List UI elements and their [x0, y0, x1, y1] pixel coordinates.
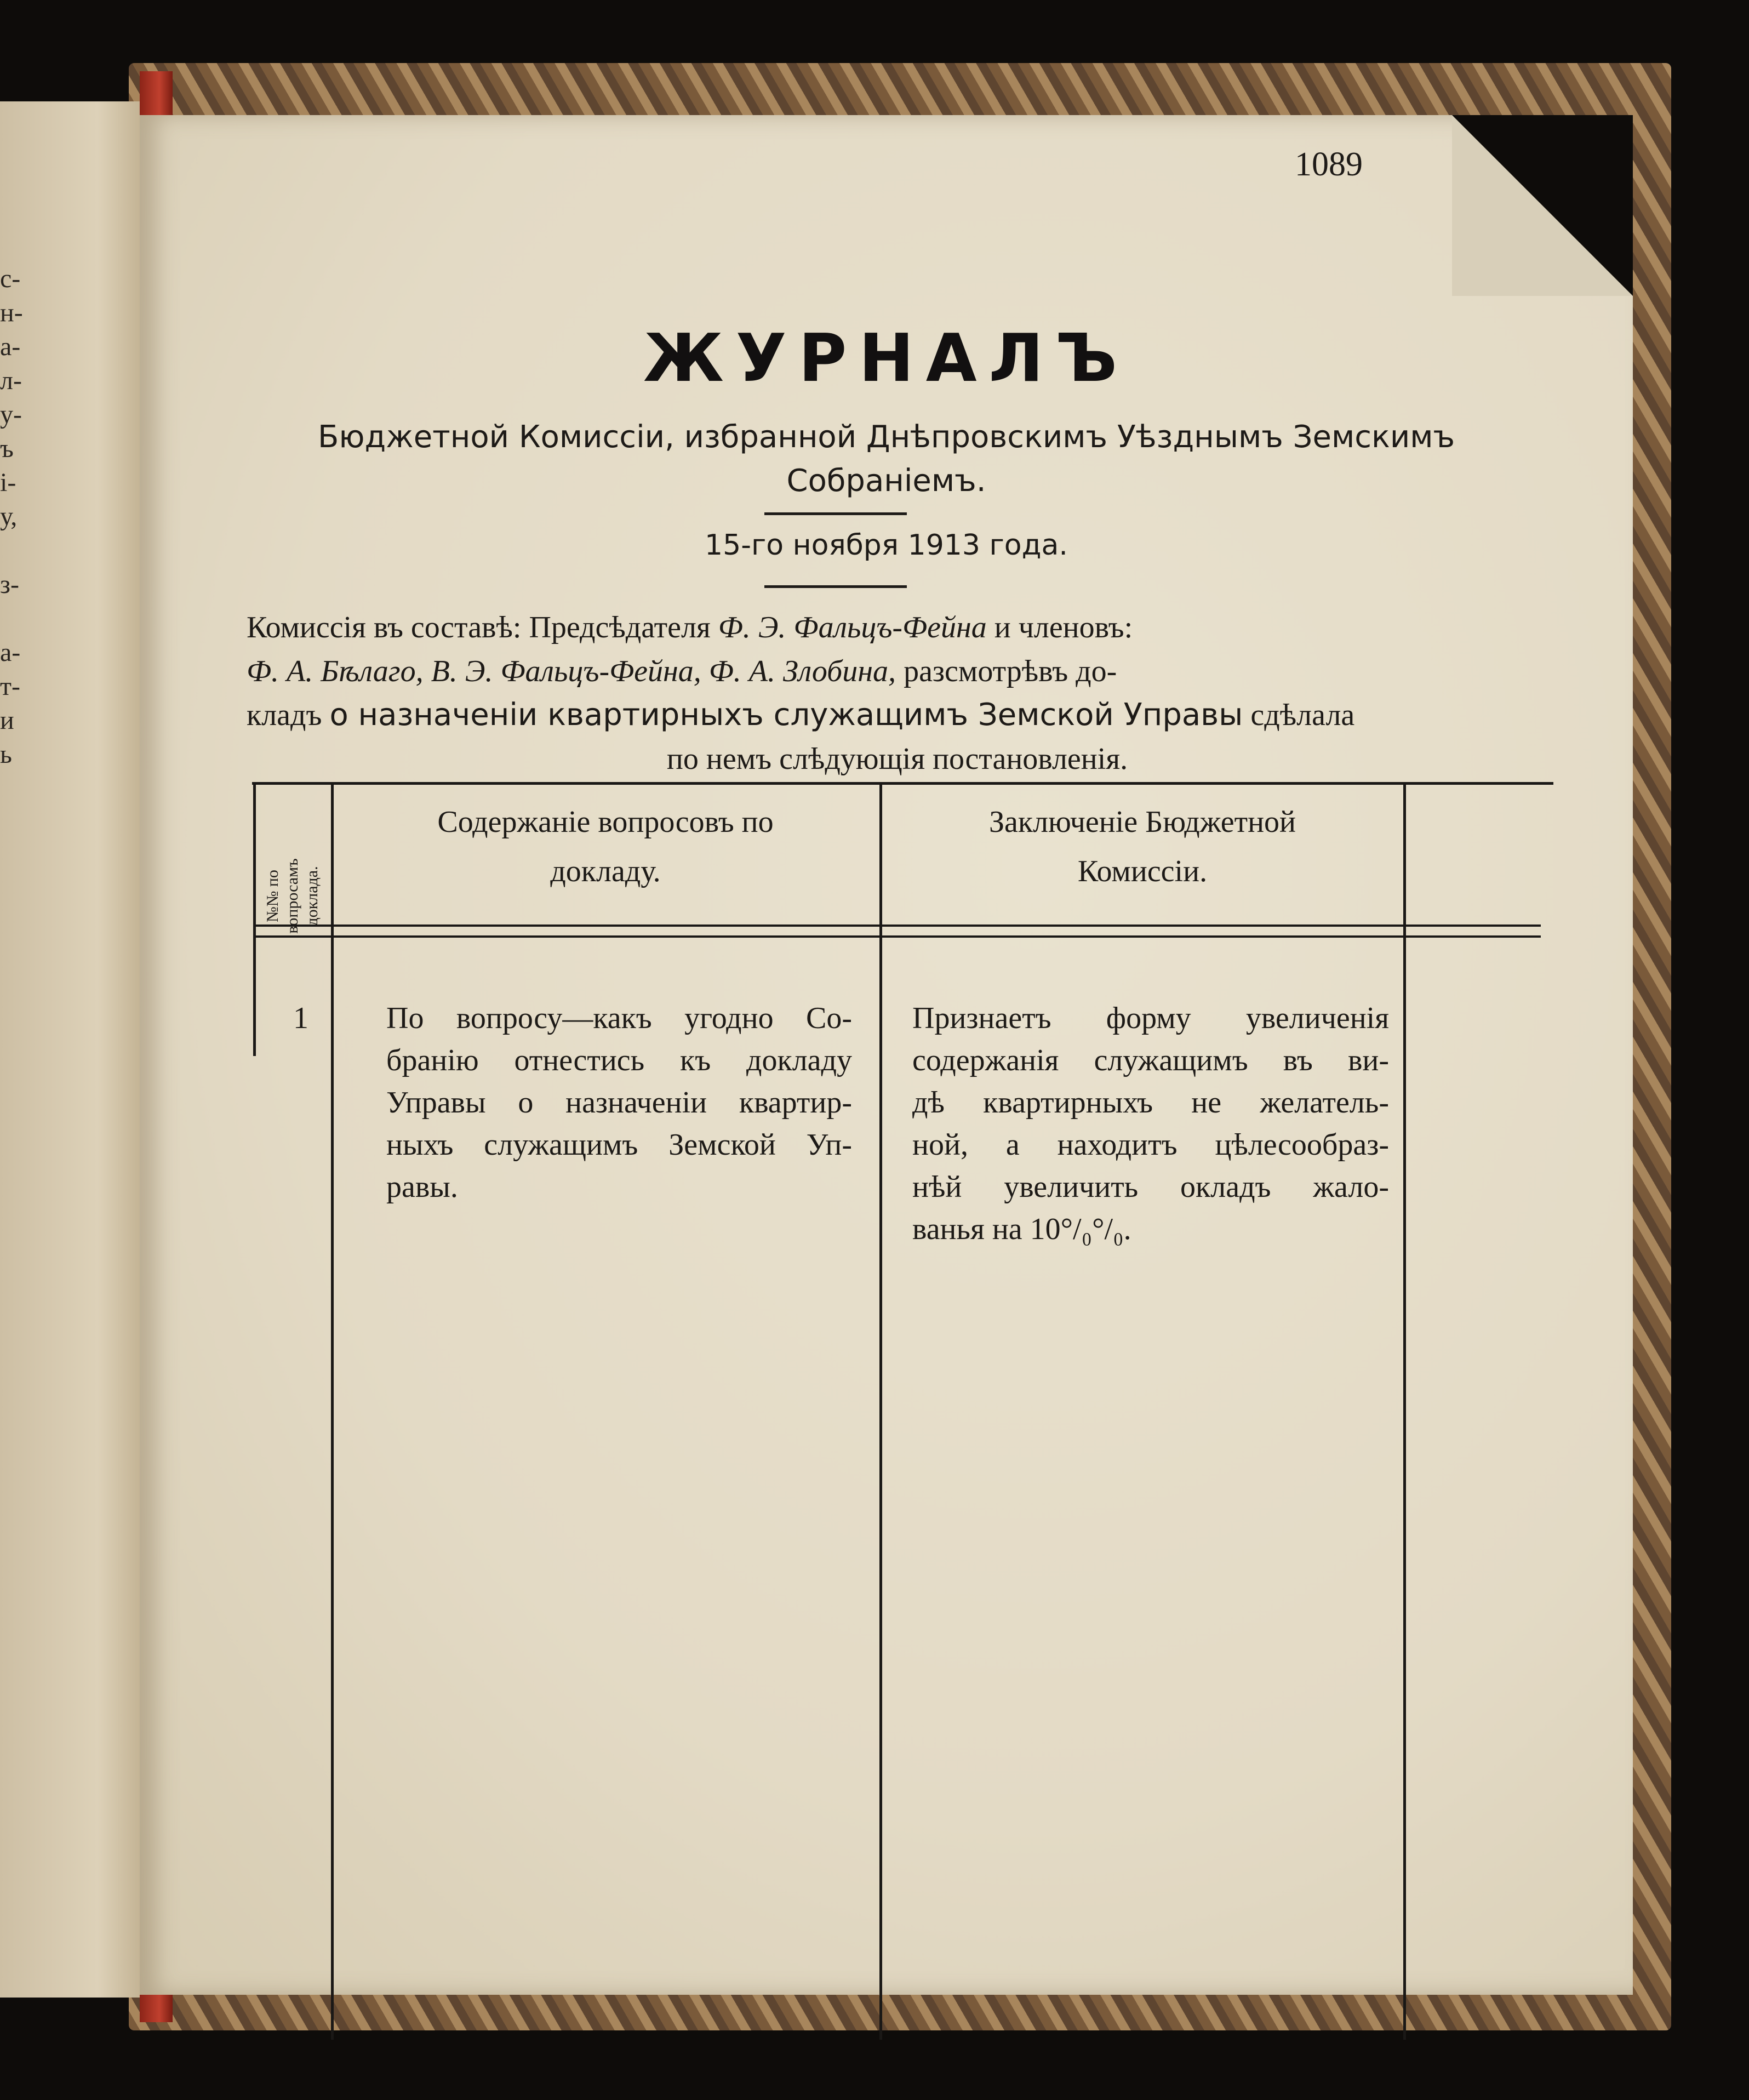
- row-number: 1: [293, 1001, 308, 1035]
- header-rule: [253, 935, 1541, 938]
- intro-text: сдѣлала: [1243, 698, 1355, 732]
- content-line: ныхъ служащимъ Земской Уп-: [386, 1128, 852, 1162]
- header-content-line-2: докладу.: [550, 854, 661, 888]
- intro-text: кладъ: [247, 698, 330, 732]
- table-column-divider: [331, 782, 334, 2040]
- conclusion-line: ванья на 10°/₀°/₀.: [912, 1212, 1131, 1246]
- left-page-fragment: а-: [0, 638, 21, 667]
- left-page-fragment: с-: [0, 264, 21, 293]
- subtitle-line-1: Бюджетной Комиссіи, избранной Днѣпровскимъ Уѣзднымъ Земскимъ: [317, 419, 1455, 455]
- left-page-fragment: и: [0, 706, 14, 735]
- left-page-fragment: і-: [0, 468, 16, 497]
- table-column-divider: [879, 782, 882, 2040]
- header-number: №№ по вопросамъ доклада.: [264, 858, 321, 934]
- conclusion-line: ной, а находитъ цѣлесообраз-: [912, 1128, 1389, 1162]
- left-page-fragment: т-: [0, 672, 20, 701]
- left-page-fragment: н-: [0, 298, 23, 327]
- left-page-fragment: у-: [0, 400, 22, 429]
- header-conclusion-line-1: Заключеніе Бюджетной: [988, 805, 1296, 839]
- document-date: 15-го ноября 1913 года.: [705, 529, 1068, 562]
- conclusion-line: Признаетъ форму увеличенія: [912, 1001, 1389, 1035]
- intro-line-2: [247, 649, 1548, 693]
- folded-corner-shadow: [1452, 115, 1633, 296]
- content-line: бранію отнестись къ докладу: [386, 1043, 852, 1077]
- left-page-fragment: ь: [0, 740, 12, 769]
- header-rule: [253, 925, 1541, 927]
- left-page-fragment: у,: [0, 502, 18, 531]
- members-names: Ф. А. Бѣлаго, В. Э. Фальцъ-Фейна, Ф. А. Злобина,: [247, 654, 896, 688]
- intro-line-3: [247, 693, 1548, 737]
- intro-text: разсмотрѣвъ до-: [896, 654, 1117, 688]
- table-right-border: [1403, 782, 1406, 2040]
- left-page: [0, 101, 140, 1998]
- left-page-fragment: ъ: [0, 434, 14, 463]
- intro-line-1: [247, 606, 1548, 649]
- table-left-border: [253, 782, 256, 1056]
- header-conclusion-line-2: Комиссіи.: [1077, 854, 1208, 888]
- intro-text: Комиссія въ составѣ: Предсѣдателя: [247, 610, 718, 644]
- left-page-fragment: л-: [0, 366, 22, 395]
- row-conclusion: [912, 997, 1389, 1251]
- content-line: По вопросу—какъ угодно Со-: [386, 1001, 852, 1035]
- intro-line-4: по немъ слѣдующія постановленія.: [666, 742, 1128, 776]
- page-number: 1089: [1295, 146, 1363, 183]
- left-page-fragment: а-: [0, 332, 21, 361]
- divider-rule: [764, 585, 907, 588]
- header-conclusion: [890, 797, 1394, 896]
- header-content-line-1: Содержаніе вопросовъ по: [437, 805, 774, 839]
- conclusion-line: нѣй увеличить окладъ жало-: [912, 1170, 1389, 1204]
- report-subject: о назначеніи квартирныхъ служащимъ Земской Управы: [329, 697, 1243, 733]
- divider-rule: [764, 512, 907, 515]
- table-top-border: [252, 782, 1553, 785]
- conclusion-line: дѣ квартирныхъ не желатель-: [912, 1086, 1389, 1120]
- intro-text: и членовъ:: [986, 610, 1133, 644]
- chairman-name: Ф. Э. Фальцъ-Фейна: [718, 610, 987, 644]
- left-page-fragment: з-: [0, 570, 19, 599]
- row-content: [386, 997, 852, 1208]
- subtitle-line-2: Собраніемъ.: [786, 463, 986, 499]
- document-page: [140, 115, 1633, 1995]
- journal-title: ЖУРНАЛЪ: [643, 321, 1130, 397]
- conclusion-line: содержанія служащимъ въ ви-: [912, 1043, 1389, 1077]
- content-line: равы.: [386, 1170, 458, 1204]
- content-line: Управы о назначеніи квартир-: [386, 1086, 852, 1120]
- intro-paragraph: [247, 606, 1548, 781]
- header-content: [342, 797, 868, 896]
